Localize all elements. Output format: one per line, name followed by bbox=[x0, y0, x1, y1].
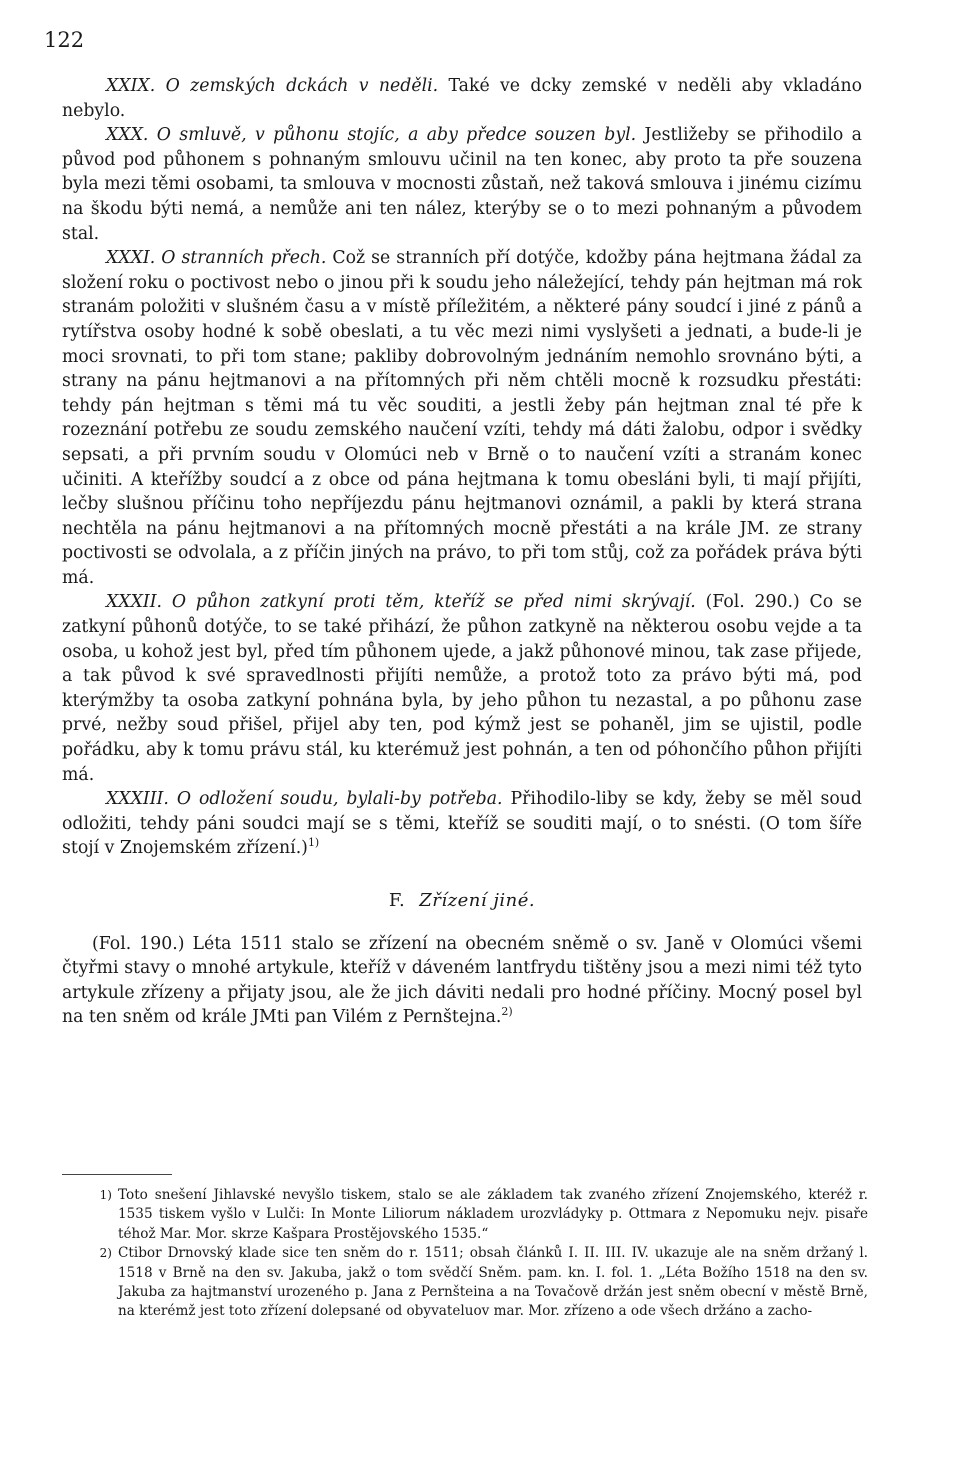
footnote-ref: 2) bbox=[501, 1005, 513, 1019]
footnote-ref: 1) bbox=[307, 836, 320, 850]
paragraph-text: (Fol. 290.) Co se zatkyní půhonů dotýče, to se také přihází, že půhon zatkyně na některou osobu vejde a ta osoba, u kohož jest byl, před tím půhonem ujede, a jakž půhonové minou, tak zase přijede, a tak původ k své spravedlnosti přijíti nemůže, a protož toto za právo býti má, pod kterýmžby ta osoba zatkyní pohnána byla, by jeho půhon tu nezastal, a po půhonu zase prvé, nežby soud přišel, přijel aby ten, pod kýmž jest se pohaněl, jim se ujistil, podle pořádku, aby k tomu právu stál, ku kterémuž jest pohnán, a ten od póhončího půhon přijíti má. bbox=[62, 592, 862, 785]
footnote-text: Toto snešení Jihlavské nevyšlo tiskem, stalo se ale základem tak zvaného zřízení Znojemského, kteréž r. 1535 tiskem vyšlo v Lulči: In Monte Liliorum nákladem urozvládyky p. Ottmara z Nepomuku nejv. pisaře téhož Mar. Mor. skrze Kašpara Prostějovského 1535.“ bbox=[118, 1187, 868, 1242]
footnote-marker: 1) bbox=[99, 1188, 112, 1202]
paragraph-heading: XXXII. O půhon zatkyní proti těm, kteříž se před nimi skrývají. bbox=[106, 592, 696, 613]
footnote-text: Ctibor Drnovský klade sice ten sněm do r. 1511; obsah článků I. II. III. IV. ukazuje ale na sněm držaný l. 1518 v Brně na den sv. Jakuba, jakž o tom svědčí Sněm. pam. kn. I. fol. 1. „Léta Božího 1518 na den sv. Jakuba za hajtmanství urozeného p. Jana z Pernšteina a na Tovačově držán jest sněm obecní v městě Brně, na kterémž jest toto zřízení dolepsané od obyvateluov mar. Mor. zřízeno a ode všech držáno a zacho- bbox=[118, 1245, 868, 1320]
paragraph-text: Přihodilo-liby se kdy, žeby se měl soud odložiti, tehdy páni soudci mají se s těmi, kteříž se souditi mají, o to snésti. (O tom šíře stojí v Znojemském zřízení.) bbox=[62, 789, 862, 859]
body-text bbox=[62, 74, 862, 1030]
paragraph-xxxiii bbox=[62, 787, 862, 861]
section-letter: F. bbox=[388, 890, 406, 911]
paragraph-text: Jestližeby se přihodilo a původ pod půhonem s pohnaným smlouvu učinil na ten konec, aby proto ta pře souzena byla mezi těmi osobami, ta smlouva v mocnosti zůstaň, než taková smlouva i jinému cizímu na škodu býti nemá, a nemůže ani ten nález, kterýby se o to mezi pohnaným a původem stal. bbox=[62, 125, 862, 244]
footnote bbox=[62, 1244, 868, 1322]
paragraph-text: Což se stranních pří dotýče, kdožby pána hejtmana žádal za složení roku o poctivost nebo o jinou při k soudu jeho náležející, tehdy pán hejtman má rok stranám položiti v slušném času a v místě příležitém, a některé pány soudcí i jiné z pánů a rytířstva osoby hodné k sobě obeslati, a tu věc mezi nimi vyslyšeti a jednati, a bude-li je moci srovnati, to při tom stane; pakliby dobrovolným jednáním nemohlo srovnáno býti, a strany na pánu hejtmanovi a na přítomných při něm chtěli mocně k rozsudku přestáti: tehdy pán hejtman s těmi má tu věc souditi, a jestli žeby pán hejtman znal té pře k rozeznání potřebu ze soudu zemského naučení vzíti, tehdy má dáti žalobu, odpor i svědky sepsati, a při prvním soudu v Olomúci neb v Brně o to naučení vzíti a stranám konec učiniti. A kteřížby soudcí a z obce od pána hejtmana k tomu obesláni byli, ti mají přijíti, lečby slušnou příčinu toho nepříjezdu pánu hejtmanovi oznámil, a pakli by která strana nechtěla na pánu hejtmanovi a na přítomných mocně přestáti a na krále JM. ze strany poctivosti se odvolala, a z příčin jiných na právo, to při tom stůj, což za pořádek práva býti má. bbox=[62, 248, 862, 588]
paragraph-heading: XXXI. O stranních přech. bbox=[106, 248, 327, 269]
footnote-divider bbox=[62, 1174, 172, 1175]
paragraph-text: Také ve dcky zemské v neděli aby vkladáno nebylo. bbox=[62, 76, 863, 121]
section-title-text: Zřízení jiné. bbox=[419, 890, 536, 911]
footnotes bbox=[62, 1186, 868, 1322]
paragraph-heading: XXXIII. O odložení soudu, bylali-by potřeba. bbox=[106, 789, 503, 810]
footnote-marker: 2) bbox=[99, 1246, 112, 1261]
section-paragraph bbox=[62, 932, 862, 1030]
section-title bbox=[62, 889, 862, 914]
paragraph-xxxii bbox=[62, 590, 862, 787]
page-number: 122 bbox=[44, 28, 85, 52]
footnote bbox=[62, 1186, 868, 1244]
paragraph-text: (Fol. 190.) Léta 1511 stalo se zřízení na obecném sněmě o sv. Janě v Olomúci všemi čtyřmi stavy o mnohé artykule, kteříž v dáveném lantfrydu tištěny jsou a mezi nimi též tyto artykule zřízeny a přijaty jsou, ale že jich dáviti nedali pro hodné příčiny. Mocný posel byl na ten sněm od krále JMti pan Vilém z Pernštejna. bbox=[62, 933, 862, 1028]
paragraph-xxx bbox=[62, 123, 862, 246]
paragraph-heading: XXIX. O zemských dckách v neděli. bbox=[106, 76, 439, 96]
paragraph-heading: XXX. O smluvě, v půhonu stojíc, a aby předce souzen byl. bbox=[106, 125, 637, 146]
paragraph-xxxi bbox=[62, 246, 862, 590]
paragraph-xxix bbox=[62, 74, 862, 123]
